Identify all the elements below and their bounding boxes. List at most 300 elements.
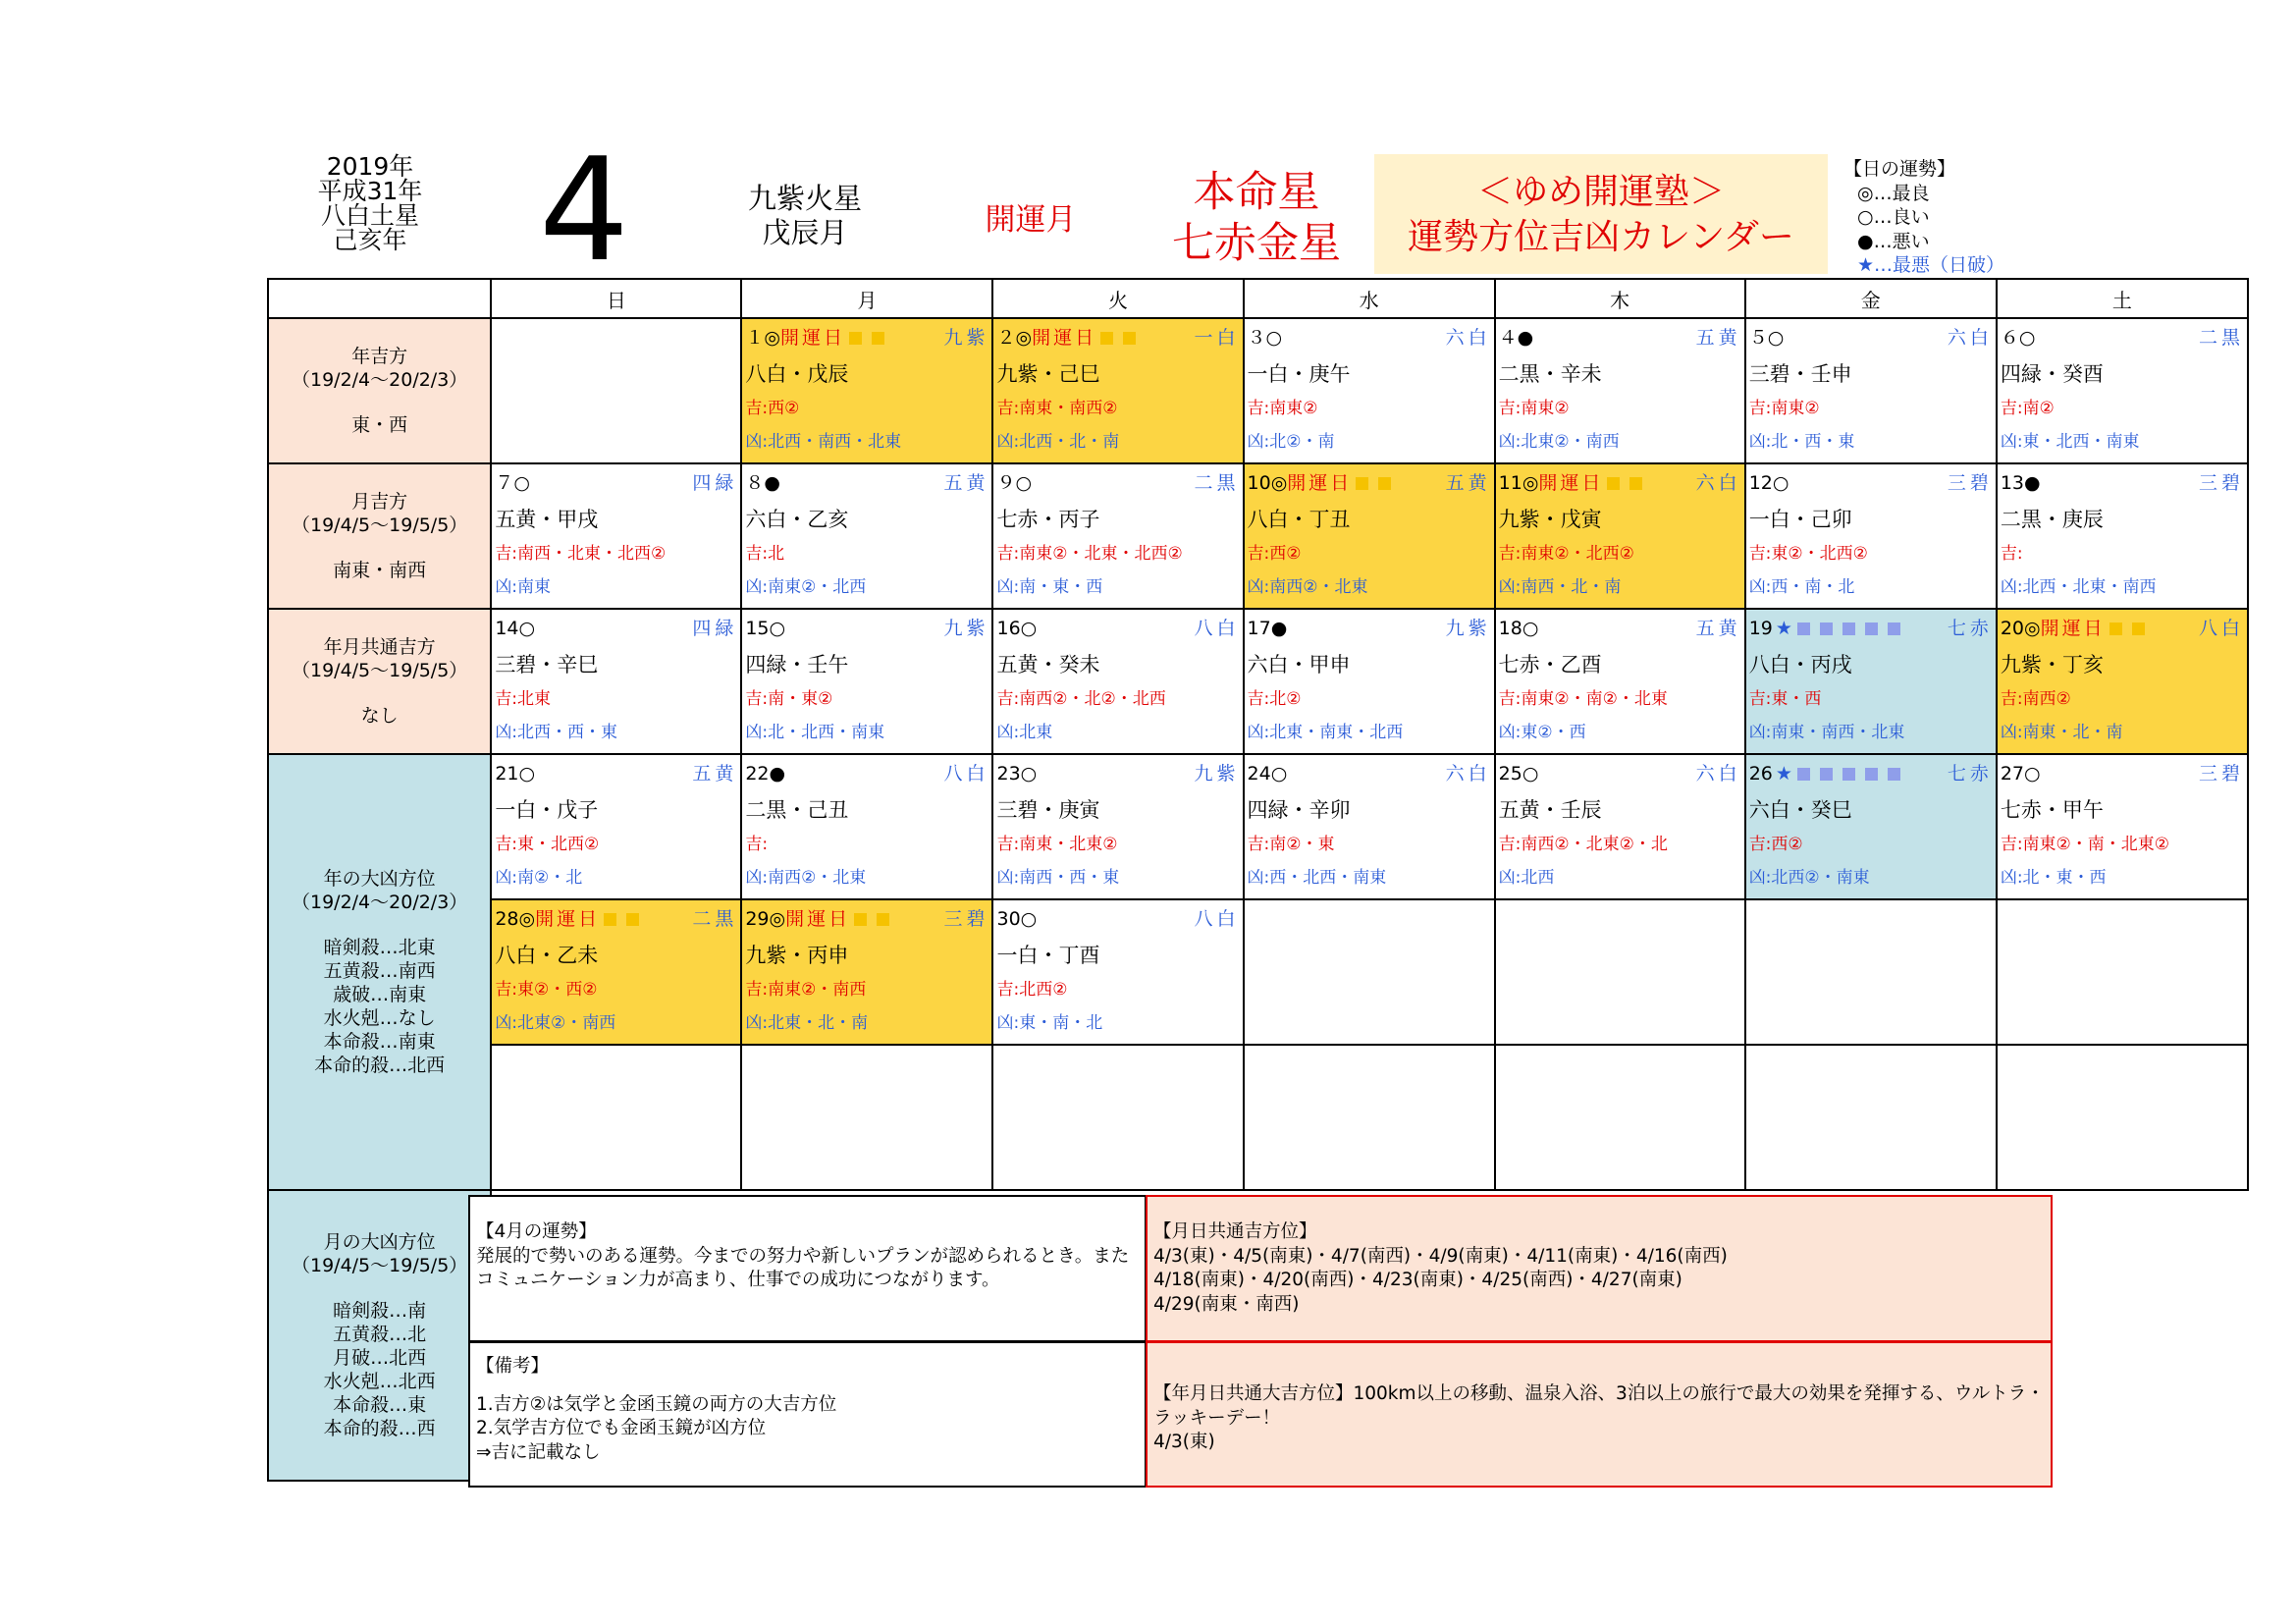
weekday-label: 日 bbox=[491, 279, 741, 318]
day-kyo: 凶:北西・西・東 bbox=[495, 723, 618, 742]
day-number: 19 bbox=[1748, 618, 1773, 639]
kaiun-square-icon bbox=[1378, 477, 1391, 490]
kaiun-square-icon bbox=[2132, 623, 2145, 635]
kaiun-day-tag: 開運日 bbox=[2040, 618, 2106, 639]
day-kyusei: 二黒 bbox=[2198, 327, 2244, 349]
day-header bbox=[495, 761, 737, 786]
day-kyusei: 三碧 bbox=[943, 908, 989, 930]
day-header bbox=[745, 470, 988, 496]
day-kichi: 吉:西② bbox=[1247, 544, 1302, 564]
day-number: 13● bbox=[2000, 472, 2041, 494]
legend bbox=[1843, 157, 2040, 278]
day-kyo: 凶:南東・北・南 bbox=[2000, 723, 2123, 742]
day-kichi: 吉:南東②・南西 bbox=[745, 980, 867, 1000]
day-cell[interactable] bbox=[491, 609, 741, 754]
day-cell[interactable] bbox=[1244, 754, 1495, 899]
month-star-line: 九紫火星 bbox=[747, 182, 862, 215]
kaiun-square-icon bbox=[877, 913, 889, 926]
year-line: 平成31年 bbox=[317, 177, 423, 205]
day-cell[interactable] bbox=[741, 318, 992, 463]
week-row bbox=[268, 899, 2248, 1045]
note-monthly-fortune bbox=[468, 1195, 1147, 1342]
weekday-label: 水 bbox=[1244, 279, 1495, 318]
day-header bbox=[495, 470, 737, 496]
day-kyusei: 六白 bbox=[1947, 327, 1993, 349]
day-header bbox=[2001, 616, 2244, 641]
weekday-label: 木 bbox=[1495, 279, 1745, 318]
legend-item: ●…悪い bbox=[1857, 230, 1930, 252]
day-kyusei: 九紫 bbox=[943, 618, 989, 639]
day-number: 11◎ bbox=[1498, 472, 1539, 494]
day-cell[interactable] bbox=[1745, 754, 1997, 899]
day-kanshi: 四緑・辛卯 bbox=[1247, 798, 1351, 822]
day-cell[interactable] bbox=[1745, 609, 1997, 754]
day-number: 24○ bbox=[1247, 763, 1288, 785]
day-kanshi: 五黄・甲戌 bbox=[495, 508, 599, 531]
weekday-label: 金 bbox=[1745, 279, 1997, 318]
day-header bbox=[1749, 616, 1993, 641]
day-header bbox=[1749, 470, 1993, 496]
weekday-header bbox=[268, 279, 2248, 318]
note-body: 4/3(東) bbox=[1153, 1432, 1215, 1452]
year-line: 2019年 bbox=[326, 152, 414, 181]
day-cell[interactable] bbox=[1745, 318, 1997, 463]
day-number: 21○ bbox=[495, 763, 536, 785]
side-range: （19/2/4～20/2/3） bbox=[291, 892, 468, 913]
day-cell[interactable] bbox=[741, 754, 992, 899]
side-line: 本命的殺…北西 bbox=[314, 1055, 446, 1076]
kaiun-square-icon bbox=[854, 913, 867, 926]
day-kichi: 吉: bbox=[745, 835, 769, 854]
day-header bbox=[495, 906, 737, 932]
day-number: ５○ bbox=[1748, 327, 1785, 349]
day-kichi: 吉:南東・北東② bbox=[996, 835, 1118, 854]
day-kyusei: 八白 bbox=[943, 763, 989, 785]
day-cell-empty bbox=[741, 1045, 992, 1190]
day-header bbox=[996, 470, 1239, 496]
day-kyusei: 一白 bbox=[1194, 327, 1240, 349]
day-kichi: 吉:南東② bbox=[1748, 399, 1820, 418]
day-kanshi: 七赤・甲午 bbox=[2000, 798, 2104, 822]
day-header bbox=[1499, 616, 1741, 641]
day-header bbox=[2001, 761, 2244, 786]
day-kanshi: 八白・戊辰 bbox=[745, 362, 849, 386]
day-cell[interactable] bbox=[992, 318, 1243, 463]
year-line: 八白土星 bbox=[320, 201, 419, 230]
worst-day-star-icon: ★ bbox=[1775, 618, 1792, 639]
day-kyo: 凶:南西②・北東 bbox=[745, 868, 867, 888]
day-kichi: 吉:東②・北西② bbox=[1748, 544, 1868, 564]
day-cell[interactable] bbox=[1997, 463, 2248, 609]
kaiun-day-tag: 開運日 bbox=[535, 908, 601, 930]
lucky-square-icon bbox=[1842, 623, 1855, 635]
day-kanshi: 四緑・壬午 bbox=[745, 653, 849, 677]
day-kichi: 吉:南東②・南②・北東 bbox=[1498, 689, 1668, 709]
day-kyo: 凶:南東②・北西 bbox=[745, 577, 867, 597]
day-number: ４● bbox=[1498, 327, 1534, 349]
weekday-label: 月 bbox=[741, 279, 992, 318]
side-range: （19/4/5～19/5/5） bbox=[291, 514, 468, 536]
day-cell[interactable] bbox=[741, 609, 992, 754]
day-number: 12○ bbox=[1748, 472, 1789, 494]
kaiun-day-tag: 開運日 bbox=[1538, 472, 1604, 494]
day-header bbox=[996, 906, 1239, 932]
lucky-square-icon bbox=[1865, 623, 1878, 635]
day-kyo: 凶:南東 bbox=[495, 577, 552, 597]
side-kyotsu bbox=[268, 609, 491, 754]
day-kichi: 吉: bbox=[2000, 544, 2023, 564]
day-cell[interactable] bbox=[1745, 463, 1997, 609]
side-value: 東・西 bbox=[351, 414, 408, 436]
day-kyusei: 二黒 bbox=[1194, 472, 1240, 494]
day-kyo: 凶:北西・南西・北東 bbox=[745, 432, 902, 452]
worst-day-star-icon: ★ bbox=[1775, 763, 1792, 785]
calendar-title bbox=[1374, 154, 1828, 274]
honmei-line: 本命星 bbox=[1193, 168, 1320, 217]
day-cell-empty bbox=[491, 1045, 741, 1190]
day-kanshi: 二黒・己丑 bbox=[745, 798, 849, 822]
day-kanshi: 五黄・癸未 bbox=[996, 653, 1100, 677]
day-kyo: 凶:東②・西 bbox=[1498, 723, 1586, 742]
day-kyo: 凶:北東②・南西 bbox=[495, 1013, 616, 1033]
day-kyusei: 八白 bbox=[1194, 908, 1240, 930]
side-line: 水火剋…北西 bbox=[323, 1371, 436, 1392]
day-header bbox=[745, 761, 988, 786]
day-kanshi: 一白・己卯 bbox=[1748, 508, 1852, 531]
day-kyo: 凶:北東・南東・北西 bbox=[1247, 723, 1404, 742]
day-kyusei: 七赤 bbox=[1947, 618, 1993, 639]
day-kanshi: 六白・癸巳 bbox=[1748, 798, 1852, 822]
week-row bbox=[268, 754, 2248, 899]
side-range: （19/2/4～20/2/3） bbox=[291, 369, 468, 391]
day-kyusei: 九紫 bbox=[1194, 763, 1240, 785]
lucky-square-icon bbox=[1797, 623, 1810, 635]
day-cell[interactable] bbox=[1495, 754, 1745, 899]
side-value: なし bbox=[360, 705, 399, 727]
day-kanshi: 六白・乙亥 bbox=[745, 508, 849, 531]
note-body: 1.吉方②は気学と金函玉鏡の両方の大吉方位 2.気学吉方位でも金函玉鏡が凶方位 ⇒吉に記載なし bbox=[476, 1393, 837, 1463]
day-cell[interactable] bbox=[1997, 609, 2248, 754]
side-line: 本命殺…南東 bbox=[323, 1031, 436, 1053]
day-kichi: 吉:南東② bbox=[1498, 399, 1570, 418]
side-line: 月破…北西 bbox=[333, 1347, 427, 1369]
day-kyo: 凶:南・東・西 bbox=[996, 577, 1103, 597]
legend-item: ★…最悪（日破） bbox=[1857, 254, 2005, 276]
day-cell-empty bbox=[1495, 1045, 1745, 1190]
side-line: 五黄殺…北 bbox=[333, 1324, 427, 1345]
day-header bbox=[1499, 325, 1741, 351]
legend-item: ◎…最良 bbox=[1857, 182, 1930, 204]
day-header bbox=[1749, 325, 1993, 351]
day-kyusei: 九紫 bbox=[943, 327, 989, 349]
day-kanshi: 九紫・戊寅 bbox=[1498, 508, 1602, 531]
day-header bbox=[1499, 470, 1741, 496]
day-number: 15○ bbox=[745, 618, 786, 639]
day-kyo: 凶:北②・南 bbox=[1247, 432, 1335, 452]
kaiun-day-tag: 開運日 bbox=[1287, 472, 1353, 494]
week-row bbox=[268, 318, 2248, 463]
day-number: 27○ bbox=[2000, 763, 2041, 785]
day-number: ３○ bbox=[1247, 327, 1283, 349]
day-kyusei: 五黄 bbox=[943, 472, 989, 494]
day-kyusei: 二黒 bbox=[692, 908, 738, 930]
day-cell-empty bbox=[1244, 1045, 1495, 1190]
lucky-square-icon bbox=[1820, 623, 1833, 635]
day-kyusei: 六白 bbox=[1695, 763, 1741, 785]
day-header bbox=[745, 325, 988, 351]
side-label: 月吉方 bbox=[351, 491, 408, 513]
day-cell[interactable] bbox=[491, 754, 741, 899]
side-line: 水火剋…なし bbox=[323, 1007, 436, 1029]
day-kyo: 凶:北東②・南西 bbox=[1498, 432, 1620, 452]
day-cell[interactable] bbox=[1997, 318, 2248, 463]
week-row bbox=[268, 1045, 2248, 1190]
kaiun-square-icon bbox=[1356, 477, 1368, 490]
side-line: 暗剣殺…北東 bbox=[323, 937, 436, 958]
day-kichi: 吉:南東② bbox=[1247, 399, 1318, 418]
day-cell[interactable] bbox=[741, 463, 992, 609]
day-cell[interactable] bbox=[992, 899, 1243, 1045]
side-line: 本命殺…東 bbox=[333, 1394, 427, 1416]
week-row bbox=[268, 463, 2248, 609]
day-kichi: 吉:南東②・北東・北西② bbox=[996, 544, 1183, 564]
day-kichi: 吉:南西・北東・北西② bbox=[495, 544, 667, 564]
day-cell-empty bbox=[1745, 1045, 1997, 1190]
kaiun-day-tag: 開運日 bbox=[779, 327, 845, 349]
day-cell[interactable] bbox=[491, 899, 741, 1045]
day-cell[interactable] bbox=[1495, 318, 1745, 463]
day-kichi: 吉:南② bbox=[2000, 399, 2055, 418]
day-kyusei: 五黄 bbox=[692, 763, 738, 785]
lucky-square-icon bbox=[1797, 768, 1810, 781]
note-body: 発展的で勢いのある運勢。今までの努力や新しいプランが認められるとき。またコミュニケーション力が高まり、仕事での成功につながります。 bbox=[476, 1245, 1130, 1290]
day-kanshi: 九紫・丙申 bbox=[745, 944, 849, 967]
day-cell[interactable] bbox=[741, 899, 992, 1045]
day-kyo: 凶:北東 bbox=[996, 723, 1053, 742]
day-header bbox=[745, 616, 988, 641]
day-kichi: 吉:南西② bbox=[2000, 689, 2071, 709]
kaiun-square-icon bbox=[872, 332, 884, 345]
day-kyo: 凶:東・南・北 bbox=[996, 1013, 1103, 1033]
year-line: 己亥年 bbox=[333, 226, 407, 254]
day-header bbox=[996, 616, 1239, 641]
day-number: 25○ bbox=[1498, 763, 1539, 785]
honmei-line: 七赤金星 bbox=[1172, 219, 1341, 268]
day-kyo: 凶:西・北西・南東 bbox=[1247, 868, 1387, 888]
day-kichi: 吉:北西② bbox=[996, 980, 1068, 1000]
day-number: 30○ bbox=[996, 908, 1038, 930]
lucky-square-icon bbox=[1888, 623, 1900, 635]
day-cell[interactable] bbox=[1244, 463, 1495, 609]
day-kyo: 凶:西・南・北 bbox=[1748, 577, 1855, 597]
day-cell-empty bbox=[1997, 899, 2248, 1045]
day-number: 22● bbox=[745, 763, 786, 785]
note-title: 【4月の運勢】 bbox=[476, 1221, 597, 1242]
day-kanshi: 二黒・辛未 bbox=[1498, 362, 1602, 386]
day-number: ９○ bbox=[996, 472, 1033, 494]
side-nenkichi bbox=[268, 318, 491, 463]
kaiun-square-icon bbox=[604, 913, 616, 926]
day-kichi: 吉:南・東② bbox=[745, 689, 833, 709]
day-kanshi: 一白・戊子 bbox=[495, 798, 599, 822]
day-kyusei: 六白 bbox=[1695, 472, 1741, 494]
day-cell-empty bbox=[1997, 1045, 2248, 1190]
kaiun-square-icon bbox=[1123, 332, 1136, 345]
day-kichi: 吉:南東②・南・北東② bbox=[2000, 835, 2170, 854]
day-number: 20◎ bbox=[2000, 618, 2041, 639]
day-kichi: 吉:東・北西② bbox=[495, 835, 600, 854]
note-nengetsujitsu-daikichi bbox=[1146, 1341, 2053, 1488]
day-kyo: 凶:北・北西・南東 bbox=[745, 723, 885, 742]
day-kichi: 吉:西② bbox=[745, 399, 800, 418]
day-cell[interactable] bbox=[1244, 609, 1495, 754]
day-cell[interactable] bbox=[992, 463, 1243, 609]
title-line: 運勢方位吉凶カレンダー bbox=[1408, 217, 1794, 257]
side-line: 五黄殺…南西 bbox=[323, 960, 436, 982]
day-number: 10◎ bbox=[1247, 472, 1288, 494]
day-kyo: 凶:南西・北・南 bbox=[1498, 577, 1622, 597]
day-kanshi: 八白・丁丑 bbox=[1247, 508, 1351, 531]
day-header bbox=[1499, 761, 1741, 786]
day-kanshi: 三碧・壬申 bbox=[1748, 362, 1852, 386]
day-kyo: 凶:北東・北・南 bbox=[745, 1013, 869, 1033]
side-nen-dai-kyo bbox=[268, 754, 491, 1190]
day-kyusei: 三碧 bbox=[2198, 472, 2244, 494]
day-header bbox=[495, 616, 737, 641]
day-kyusei: 三碧 bbox=[2198, 763, 2244, 785]
day-number: 26 bbox=[1748, 763, 1773, 785]
kaiun-day-tag: 開運日 bbox=[785, 908, 851, 930]
day-number: 16○ bbox=[996, 618, 1038, 639]
day-kanshi: 七赤・乙酉 bbox=[1498, 653, 1602, 677]
day-kanshi: 三碧・辛巳 bbox=[495, 653, 599, 677]
day-cell[interactable] bbox=[1997, 754, 2248, 899]
day-kichi: 吉:北東 bbox=[495, 689, 552, 709]
day-kyo: 凶:北・西・東 bbox=[1748, 432, 1855, 452]
day-kichi: 吉:北 bbox=[745, 544, 785, 564]
day-kyusei: 四緑 bbox=[692, 618, 738, 639]
kaiun-square-icon bbox=[849, 332, 862, 345]
day-kyusei: 六白 bbox=[1445, 327, 1491, 349]
day-kyo: 凶:南西②・北東 bbox=[1247, 577, 1368, 597]
side-label: 月の大凶方位 bbox=[323, 1231, 436, 1253]
day-kyo: 凶:北西・北東・南西 bbox=[2000, 577, 2157, 597]
day-kyusei: 五黄 bbox=[1445, 472, 1491, 494]
day-kanshi: 九紫・丁亥 bbox=[2000, 653, 2104, 677]
kaiun-day-tag: 開運日 bbox=[1032, 327, 1097, 349]
side-label: 年の大凶方位 bbox=[323, 868, 436, 890]
day-cell-empty bbox=[1495, 899, 1745, 1045]
note-remarks bbox=[468, 1341, 1147, 1488]
day-cell[interactable] bbox=[1244, 318, 1495, 463]
day-kanshi: 八白・乙未 bbox=[495, 944, 599, 967]
kaiun-square-icon bbox=[2109, 623, 2122, 635]
day-kyusei: 五黄 bbox=[1695, 327, 1741, 349]
day-cell[interactable] bbox=[1495, 463, 1745, 609]
day-kyusei: 七赤 bbox=[1947, 763, 1993, 785]
side-getsu-dai-kyo bbox=[268, 1190, 491, 1481]
day-kanshi: 三碧・庚寅 bbox=[996, 798, 1100, 822]
note-title: 【月日共通吉方位】 bbox=[1153, 1221, 1317, 1242]
month-number: 4 bbox=[538, 128, 630, 294]
week-row bbox=[268, 609, 2248, 754]
day-cell[interactable] bbox=[491, 463, 741, 609]
day-kanshi: 六白・甲申 bbox=[1247, 653, 1351, 677]
day-cell[interactable] bbox=[1495, 609, 1745, 754]
day-kichi: 吉:東②・西② bbox=[495, 980, 598, 1000]
title-line: ＜ゆめ開運塾＞ bbox=[1476, 172, 1725, 212]
day-header bbox=[1248, 761, 1491, 786]
day-kyo: 凶:南②・北 bbox=[495, 868, 583, 888]
day-header bbox=[1248, 616, 1491, 641]
day-kanshi: 一白・丁酉 bbox=[996, 944, 1100, 967]
day-number: 14○ bbox=[495, 618, 536, 639]
side-line: 暗剣殺…南 bbox=[333, 1300, 427, 1322]
legend-item: ○…良い bbox=[1857, 206, 1930, 228]
day-number: ２◎ bbox=[996, 327, 1033, 349]
note-getsujitsu-kichi bbox=[1146, 1195, 2053, 1342]
side-line: 本命的殺…西 bbox=[323, 1418, 436, 1439]
month-star-line: 戊辰月 bbox=[762, 216, 848, 249]
day-kichi: 吉:南西②・北②・北西 bbox=[996, 689, 1166, 709]
day-header bbox=[2001, 325, 2244, 351]
day-number: ６○ bbox=[2000, 327, 2036, 349]
side-value: 南東・南西 bbox=[333, 560, 427, 581]
day-kyusei: 八白 bbox=[2198, 618, 2244, 639]
day-cell[interactable] bbox=[992, 609, 1243, 754]
day-header bbox=[1248, 325, 1491, 351]
day-kyo: 凶:北・東・西 bbox=[2000, 868, 2107, 888]
day-kichi: 吉:南②・東 bbox=[1247, 835, 1335, 854]
day-kyo: 凶:東・北西・南東 bbox=[2000, 432, 2140, 452]
side-label: 年月共通吉方 bbox=[323, 636, 436, 658]
side-label: 年吉方 bbox=[351, 346, 408, 367]
weekday-label: 火 bbox=[992, 279, 1243, 318]
day-kyo: 凶:北西 bbox=[1498, 868, 1555, 888]
day-kanshi: 九紫・己巳 bbox=[996, 362, 1100, 386]
day-cell-empty bbox=[992, 1045, 1243, 1190]
day-cell-empty bbox=[491, 318, 741, 463]
day-kyusei: 六白 bbox=[1445, 763, 1491, 785]
day-header bbox=[745, 906, 988, 932]
day-kyo: 凶:北西②・南東 bbox=[1748, 868, 1870, 888]
day-number: １◎ bbox=[745, 327, 780, 349]
kaiun-square-icon bbox=[1100, 332, 1113, 345]
day-kanshi: 二黒・庚辰 bbox=[2000, 508, 2104, 531]
month-star bbox=[707, 182, 903, 250]
side-range: （19/4/5～19/5/5） bbox=[291, 1255, 468, 1276]
day-kyo: 凶:北西・北・南 bbox=[996, 432, 1120, 452]
day-kichi: 吉:西② bbox=[1748, 835, 1803, 854]
day-kichi: 吉:南西②・北東②・北 bbox=[1498, 835, 1668, 854]
day-number: 17● bbox=[1247, 618, 1288, 639]
side-getsukichi bbox=[268, 463, 491, 609]
day-number: ８● bbox=[745, 472, 780, 494]
day-kichi: 吉:東・西 bbox=[1748, 689, 1822, 709]
day-cell[interactable] bbox=[992, 754, 1243, 899]
day-kyusei: 八白 bbox=[1194, 618, 1240, 639]
lucky-square-icon bbox=[1865, 768, 1878, 781]
day-number: ７○ bbox=[495, 472, 530, 494]
lucky-square-icon bbox=[1888, 768, 1900, 781]
day-kanshi: 八白・丙戌 bbox=[1748, 653, 1852, 677]
day-number: 29◎ bbox=[745, 908, 786, 930]
day-kyo: 凶:南西・西・東 bbox=[996, 868, 1120, 888]
day-kyo: 凶:南東・南西・北東 bbox=[1748, 723, 1905, 742]
day-header bbox=[996, 325, 1239, 351]
day-number: 18○ bbox=[1498, 618, 1539, 639]
weekday-label: 土 bbox=[1997, 279, 2248, 318]
